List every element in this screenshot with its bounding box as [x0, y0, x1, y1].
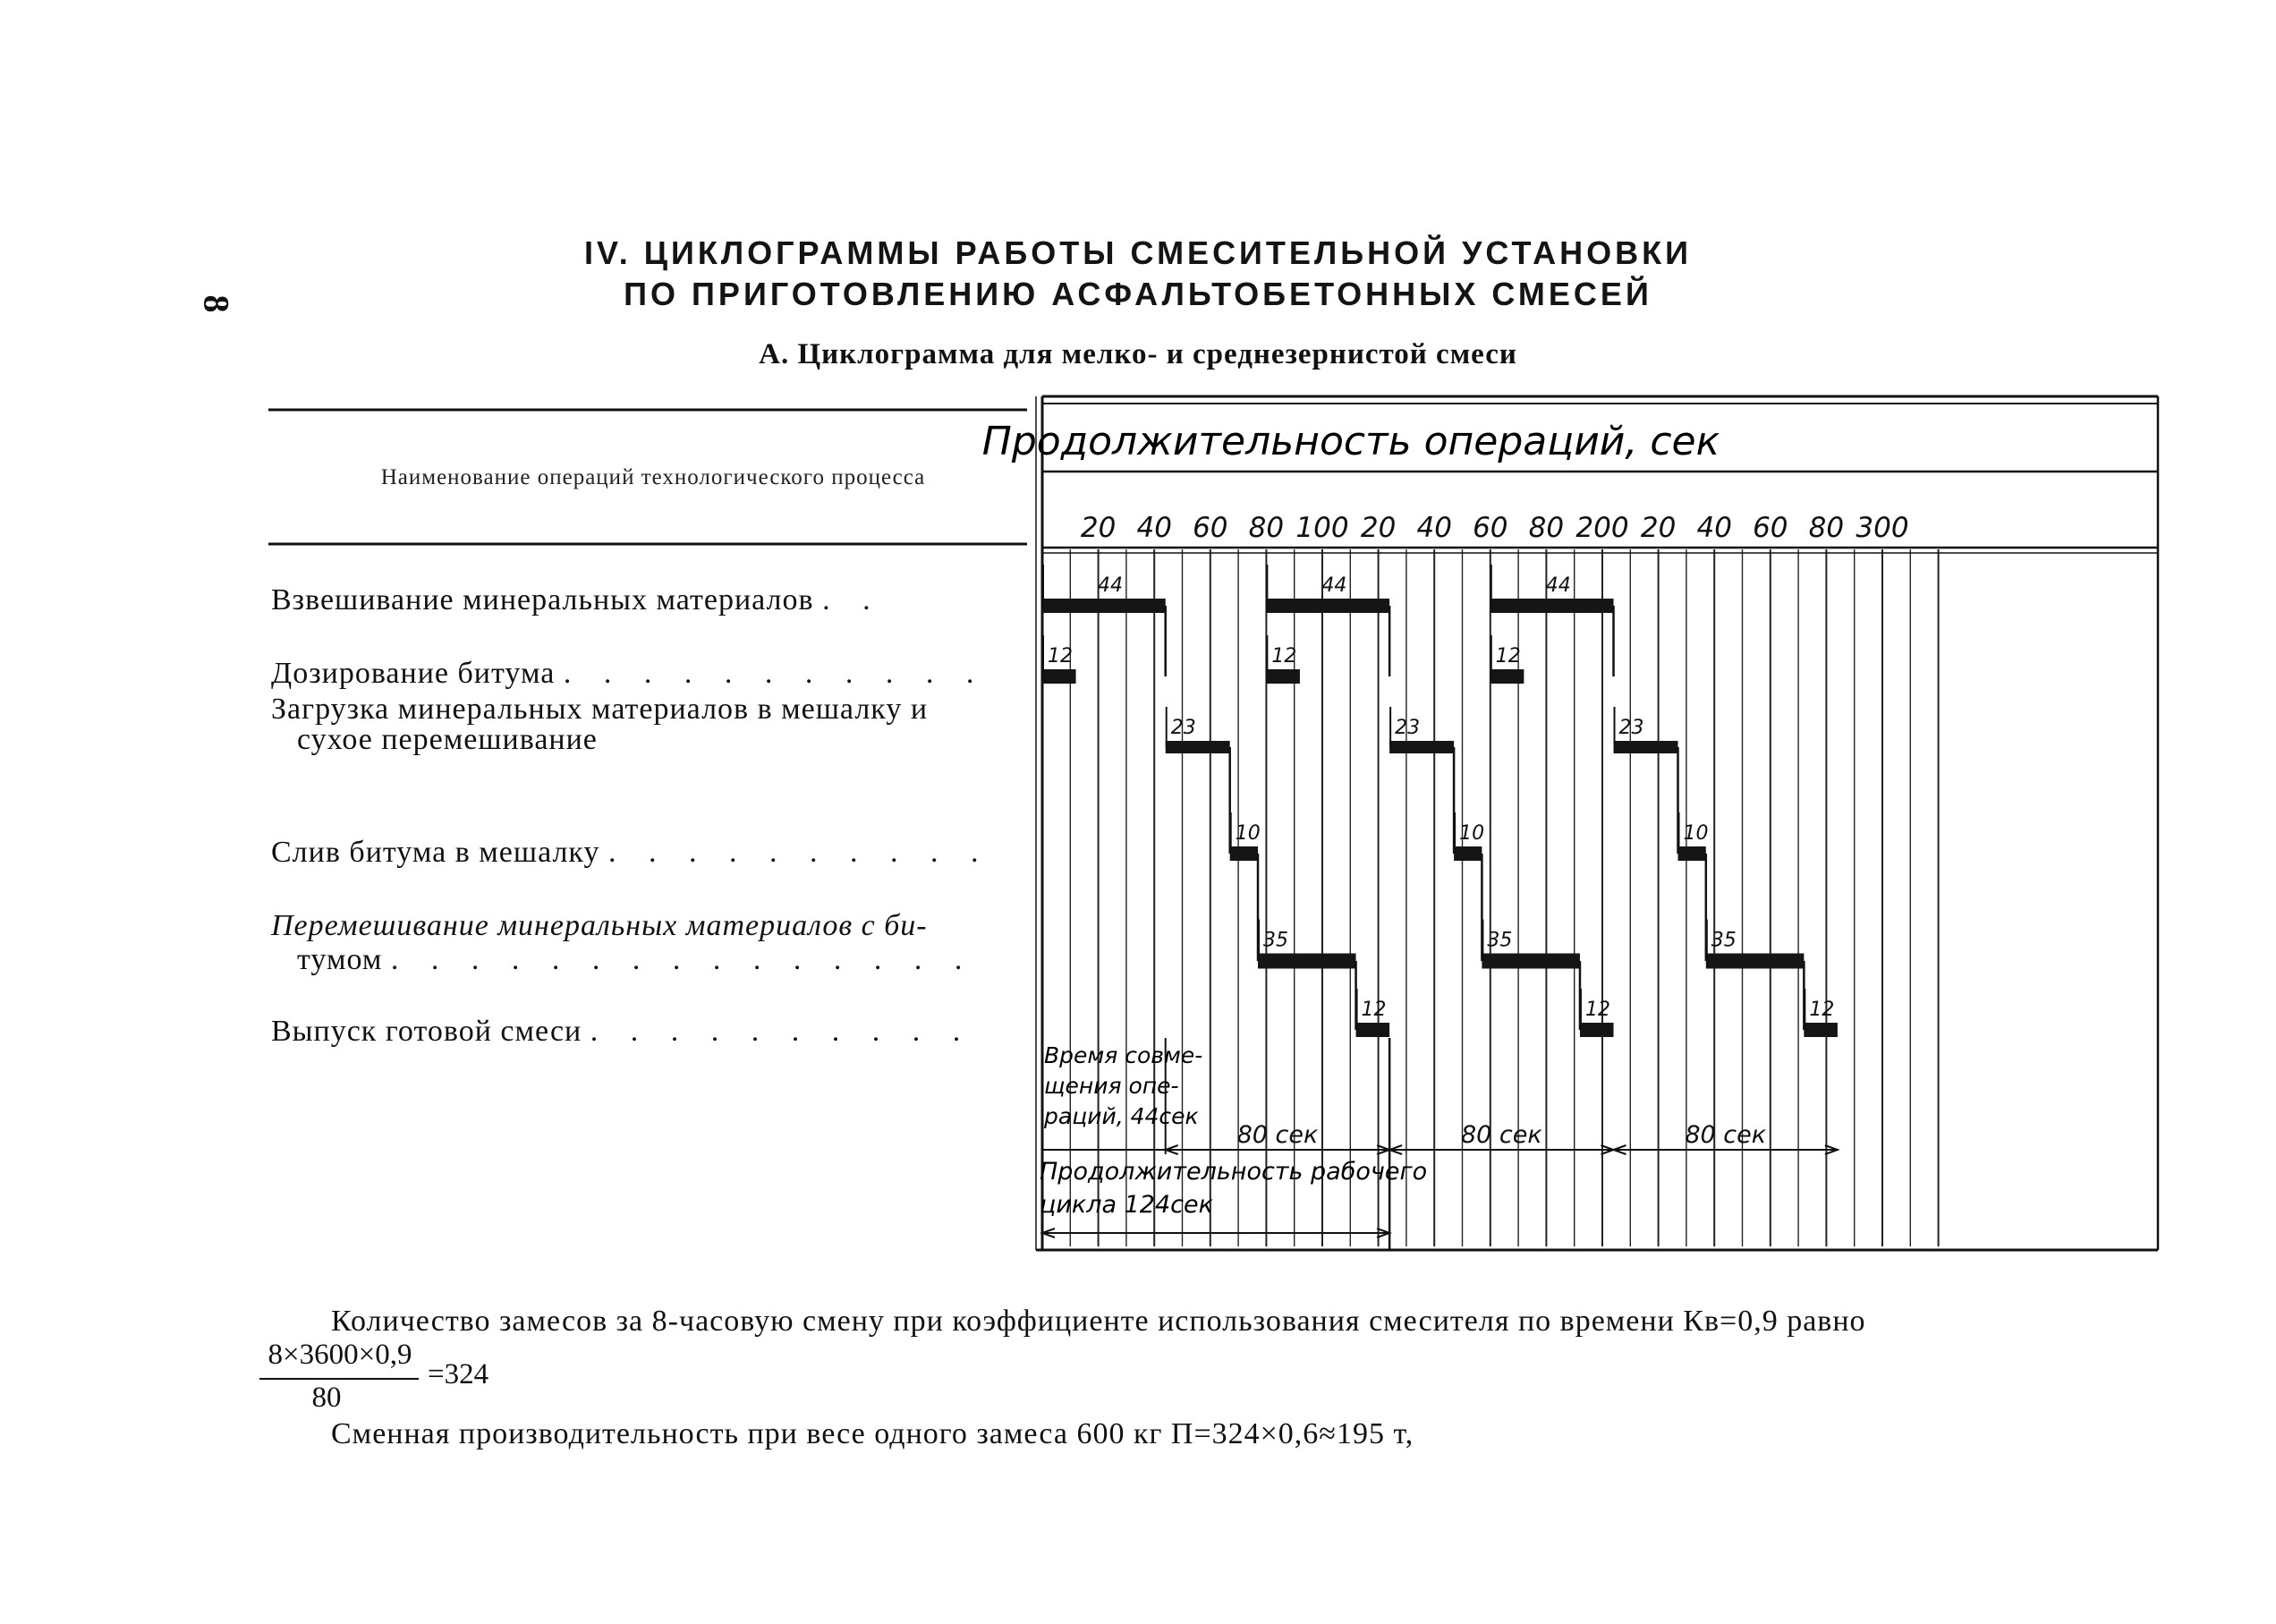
formula-result: =324 [428, 1358, 489, 1390]
bar [1258, 954, 1356, 969]
subtitle: А. Циклограмма для мелко- и среднезернистой смеси [759, 338, 1517, 370]
bar-label: 10 [1683, 822, 1709, 845]
period-label: 80 сек [1236, 1121, 1319, 1149]
tick-label: 40 [1416, 512, 1452, 544]
bar-label: 35 [1487, 929, 1513, 952]
bar [1454, 846, 1482, 861]
tick-label: 300 [1856, 512, 1909, 544]
operation-label-bitumen-dosing: Дозирование битума . . . . . . . . . . . [271, 657, 987, 690]
bar [1356, 1023, 1390, 1037]
bar [1266, 669, 1300, 684]
tick-label: 60 [1753, 512, 1788, 544]
bar-label: 23 [1170, 717, 1196, 739]
overlap-note-line-1: Время совме- [1044, 1042, 1203, 1068]
tick-label: 100 [1295, 512, 1349, 544]
formula-denominator: 80 [311, 1382, 342, 1414]
bar [1482, 954, 1580, 969]
tick-labels [1081, 512, 1909, 544]
bar [1230, 846, 1258, 861]
tick-label: 80 [1248, 512, 1285, 544]
tick-label: 80 [1528, 512, 1565, 544]
tick-label: 20 [1640, 512, 1677, 544]
tick-label: 80 [1808, 512, 1845, 544]
batches-sentence-text: Количество замесов за 8-часовую смену при коэффициенте использования смесителя по времени Кв=0,9 равно [331, 1305, 1866, 1338]
fraction-line [259, 1378, 419, 1380]
overlap-note-line-3: раций, 44сек [1044, 1103, 1199, 1129]
operation-label-bitumen-discharge: Слив битума в мешалку . . . . . . . . . . [271, 836, 991, 869]
leader-dots: . . . . . . . . . . [607, 836, 991, 869]
cycle-note-line-1: Продолжительность рабочего [1040, 1158, 1428, 1186]
bar-label: 12 [1048, 645, 1073, 667]
bar-label: 12 [1361, 999, 1387, 1021]
leader-dots: . . . . . . . . . . . [563, 657, 987, 690]
bar [1804, 1023, 1838, 1037]
batches-sentence [331, 1305, 2156, 1339]
bar-label: 44 [1097, 574, 1123, 597]
leader-dots: . . . . . . . . . . . . . . . [390, 943, 975, 976]
page-number: 8 [196, 294, 237, 313]
bar-label: 44 [1545, 574, 1571, 597]
duration-header: Продолжительность операций, сек [981, 419, 1720, 464]
tick-label: 200 [1575, 512, 1629, 544]
operation-label-mixing-line-1: Перемешивание минеральных материалов с би- [271, 909, 928, 942]
bar [1266, 599, 1389, 613]
tick-label: 60 [1193, 512, 1228, 544]
bar [1166, 741, 1230, 753]
title-line-2: ПО ПРИГОТОВЛЕНИЮ АСФАЛЬТОБЕТОННЫХ СМЕСЕЙ [624, 276, 1652, 312]
bar-label: 23 [1618, 717, 1644, 739]
bar-label: 10 [1459, 822, 1485, 845]
operation-label-mixing-line-2: тумом . . . . . . . . . . . . . . . [297, 943, 975, 976]
bar [1389, 741, 1454, 753]
bar-label: 35 [1711, 929, 1737, 952]
bar-label: 12 [1271, 645, 1297, 667]
period-label: 80 сек [1685, 1121, 1767, 1149]
bar-label: 12 [1809, 999, 1835, 1021]
bar [1490, 669, 1524, 684]
operation-label-output: Выпуск готовой смеси . . . . . . . . . . [271, 1015, 973, 1048]
tick-label: 40 [1136, 512, 1172, 544]
bar [1706, 954, 1805, 969]
bar [1580, 1023, 1614, 1037]
bar [1042, 669, 1076, 684]
tick-label: 20 [1080, 512, 1117, 544]
period-label: 80 сек [1460, 1121, 1542, 1149]
title-line-1: IV. ЦИКЛОГРАММЫ РАБОТЫ СМЕСИТЕЛЬНОЙ УСТАНОВКИ [583, 234, 1693, 271]
bar-label: 12 [1584, 999, 1610, 1021]
tick-label: 60 [1473, 512, 1508, 544]
bar [1042, 599, 1166, 613]
operation-label-loading-line-2: сухое перемешивание [297, 723, 598, 756]
operation-label-loading-line-1: Загрузка минеральных материалов в мешалку и [271, 693, 929, 726]
bar-label: 10 [1235, 822, 1261, 845]
bar [1490, 599, 1614, 613]
bar [1678, 846, 1706, 861]
bar-label: 35 [1263, 929, 1289, 952]
overlap-note-line-2: щения опе- [1044, 1073, 1179, 1099]
formula-numerator: 8×3600×0,9 [268, 1339, 412, 1371]
tick-label: 20 [1360, 512, 1397, 544]
tick-label: 40 [1696, 512, 1732, 544]
leader-dots: . . [822, 583, 883, 616]
chart-bars [1042, 565, 1838, 1037]
bar-label: 44 [1321, 574, 1347, 597]
bar [1614, 741, 1678, 753]
bar-label: 23 [1395, 717, 1421, 739]
cycle-note-line-2: цикла 124сек [1040, 1191, 1213, 1219]
bar-label: 12 [1495, 645, 1521, 667]
productivity-sentence: Сменная производительность при весе одного замеса 600 кг П=324×0,6≈195 т, [331, 1417, 1414, 1450]
operation-label-weighing: Взвешивание минеральных материалов . . [271, 583, 883, 616]
leader-dots: . . . . . . . . . . [590, 1015, 973, 1048]
left-column-header: Наименование операций технологического процесса [380, 465, 926, 489]
